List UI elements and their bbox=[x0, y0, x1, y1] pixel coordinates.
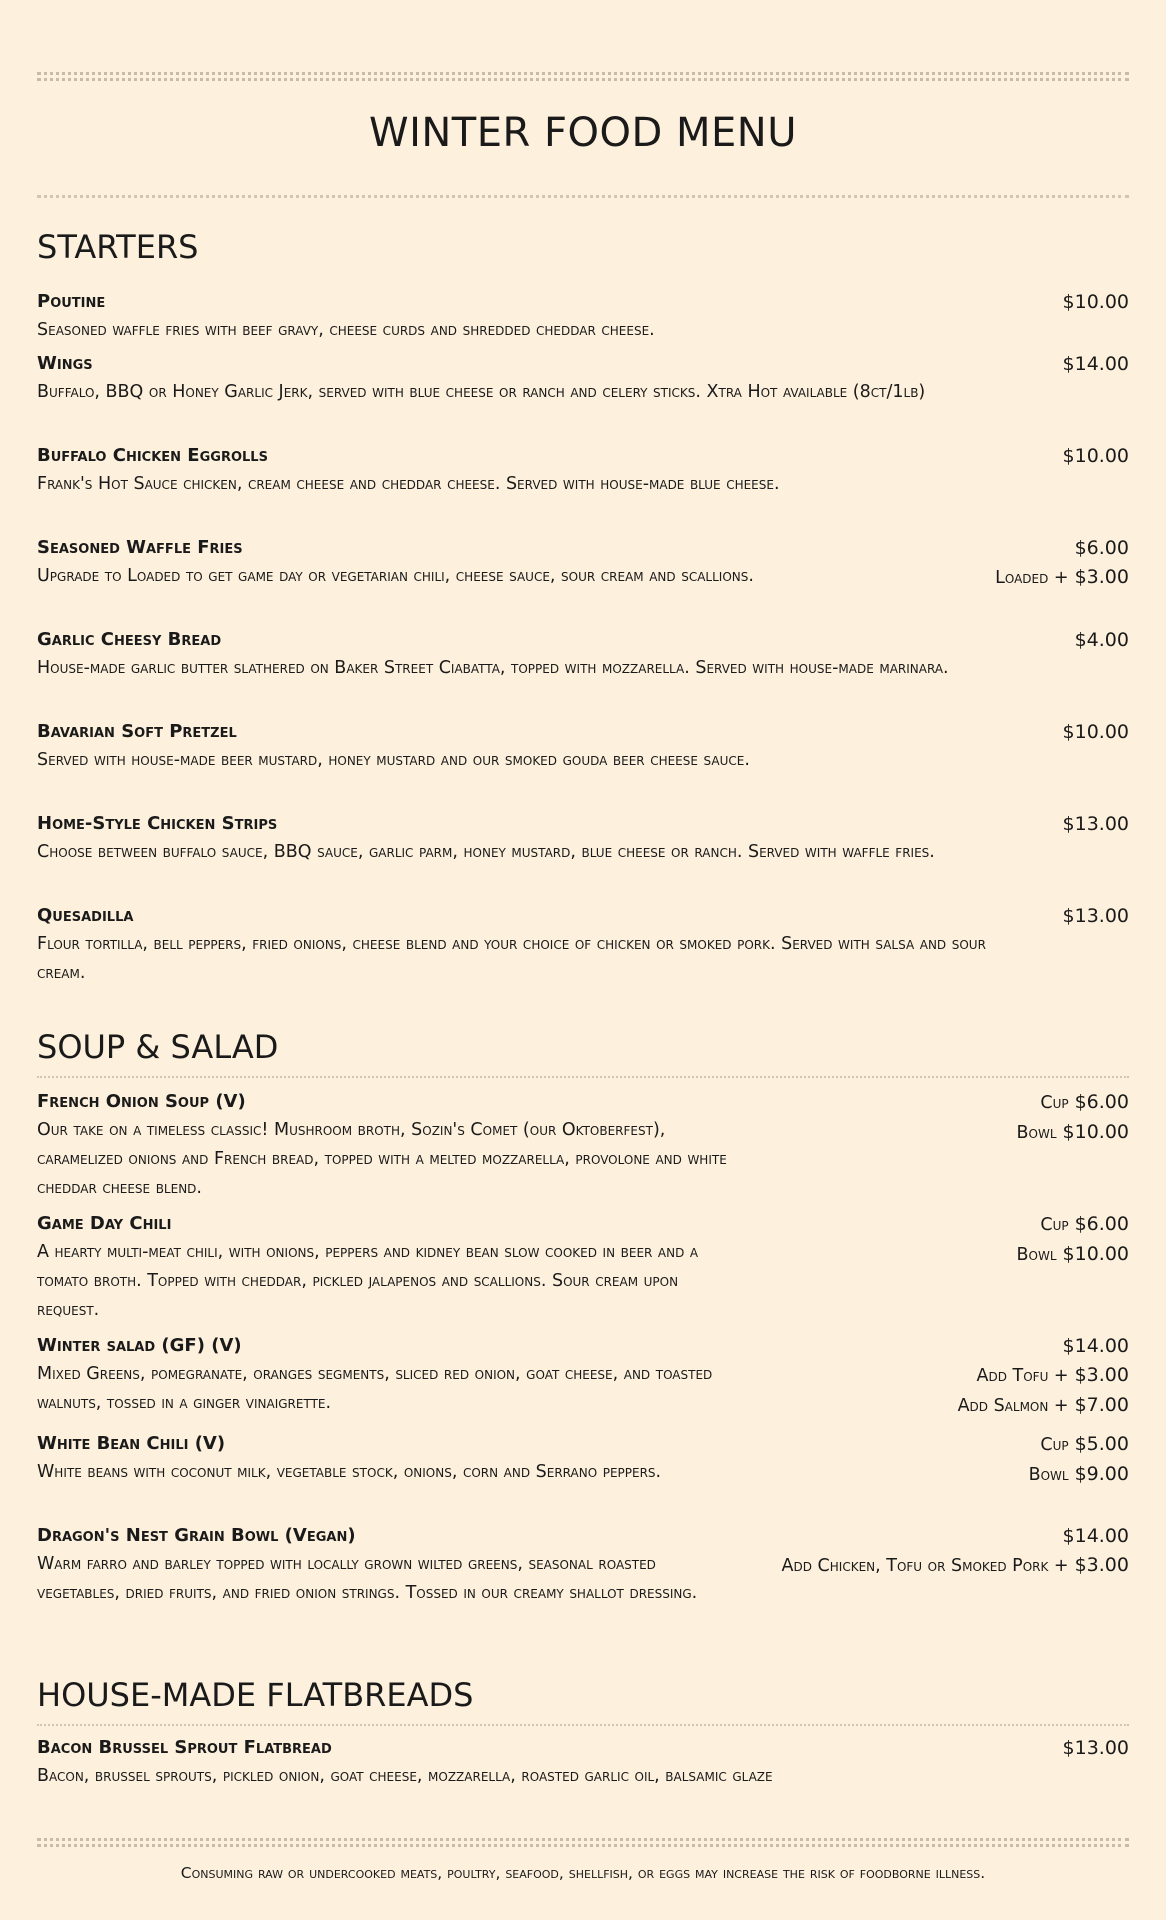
item-description: A hearty multi-meat chili, with onions, peppers and kidney bean slow cooked in beer and a tomato broth. Topped with cheddar, pickled jalapenos and scallions. Sour cream upon request. bbox=[37, 1242, 699, 1320]
menu-item bbox=[37, 288, 1129, 350]
item-name: Wings bbox=[37, 353, 93, 374]
item-price: $14.00 bbox=[1062, 1335, 1129, 1357]
item-prices bbox=[1017, 1088, 1130, 1148]
item-description: Mixed Greens, pomegranate, oranges segments, sliced red onion, goat cheese, and toasted walnuts, tossed in a ginger vinaigrette. bbox=[37, 1364, 713, 1413]
item-description: Choose between buffalo sauce, BBQ sauce, garlic parm, honey mustard, blue cheese or ranch. Served with waffle fries. bbox=[37, 842, 935, 862]
item-name: Dragon's Nest Grain Bowl (Vegan) bbox=[37, 1525, 356, 1546]
menu-item bbox=[37, 350, 1129, 442]
item-price: $10.00 bbox=[1062, 445, 1129, 467]
section-divider bbox=[37, 1076, 1129, 1078]
item-price: $10.00 bbox=[1062, 1243, 1129, 1265]
menu-item bbox=[37, 534, 1129, 626]
item-description: White beans with coconut milk, vegetable stock, onions, corn and Serrano peppers. bbox=[37, 1462, 662, 1482]
section-soup-salad bbox=[37, 1028, 1129, 1066]
item-price: $6.00 bbox=[1074, 1091, 1129, 1113]
item-name: Home-Style Chicken Strips bbox=[37, 813, 278, 834]
price-label: Cup bbox=[1040, 1093, 1069, 1113]
item-prices bbox=[958, 1332, 1129, 1421]
item-description: House-made garlic butter slathered on Baker Street Ciabatta, topped with mozzarella. Served with house-made marinara. bbox=[37, 658, 949, 678]
section-title: STARTERS bbox=[37, 228, 199, 266]
item-price: $13.00 bbox=[1062, 1737, 1129, 1759]
price-label: Bowl bbox=[1016, 1245, 1057, 1265]
price-label: Bowl bbox=[1028, 1465, 1069, 1485]
section-flatbreads bbox=[37, 1676, 1129, 1714]
section-title: SOUP & SALAD bbox=[37, 1028, 279, 1066]
item-price: $14.00 bbox=[1062, 1525, 1129, 1547]
item-price: $3.00 bbox=[1074, 1364, 1129, 1386]
item-prices bbox=[1063, 718, 1129, 747]
item-price: $7.00 bbox=[1074, 1394, 1129, 1416]
item-name: White Bean Chili (V) bbox=[37, 1433, 226, 1454]
price-label: Loaded + bbox=[995, 568, 1069, 588]
item-price: $10.00 bbox=[1062, 721, 1129, 743]
item-prices bbox=[995, 534, 1129, 593]
item-prices bbox=[1063, 350, 1129, 379]
item-price: $6.00 bbox=[1074, 537, 1129, 559]
item-name: Game Day Chili bbox=[37, 1213, 172, 1234]
item-prices bbox=[1075, 626, 1129, 655]
food-safety-notice: Consuming raw or undercooked meats, poultry, seafood, shellfish, or eggs may increase the risk of foodborne illness. bbox=[180, 1864, 986, 1882]
price-label: Bowl bbox=[1016, 1123, 1057, 1143]
item-price: $6.00 bbox=[1074, 1213, 1129, 1235]
menu-item bbox=[37, 902, 1129, 994]
item-price: $4.00 bbox=[1074, 629, 1129, 651]
item-prices bbox=[782, 1522, 1129, 1581]
item-description: Buffalo, BBQ or Honey Garlic Jerk, served with blue cheese or ranch and celery sticks. Xtra Hot available (8ct/1lb) bbox=[37, 382, 926, 402]
flatbreads-list bbox=[37, 1734, 1129, 1796]
footer-divider bbox=[37, 1838, 1129, 1847]
item-description: Warm farro and barley topped with locally grown wilted greens, seasonal roasted vegetables, dried fruits, and fried onion strings. Tossed in our creamy shallot dressing. bbox=[37, 1554, 698, 1603]
item-price: $14.00 bbox=[1062, 353, 1129, 375]
item-description: Upgrade to Loaded to get game day or vegetarian chili, cheese sauce, sour cream and scallions. bbox=[37, 566, 754, 586]
menu-page bbox=[37, 0, 1129, 1920]
price-label: Add Salmon + bbox=[957, 1396, 1069, 1416]
item-name: Bacon Brussel Sprout Flatbread bbox=[37, 1737, 332, 1758]
menu-item bbox=[37, 626, 1129, 718]
menu-title: WINTER FOOD MENU bbox=[369, 110, 797, 156]
item-price: $9.00 bbox=[1074, 1463, 1129, 1485]
item-prices bbox=[1063, 902, 1129, 931]
price-label: Cup bbox=[1040, 1215, 1069, 1235]
top-divider bbox=[37, 72, 1129, 81]
price-label: Add Chicken, Tofu or Smoked Pork + bbox=[781, 1556, 1069, 1576]
menu-item bbox=[37, 718, 1129, 810]
item-name: Quesadilla bbox=[37, 905, 134, 926]
item-prices bbox=[1063, 288, 1129, 317]
soup-salad-list bbox=[37, 1088, 1129, 1644]
title-divider bbox=[37, 195, 1129, 198]
menu-item bbox=[37, 810, 1129, 902]
section-starters bbox=[37, 228, 1129, 266]
item-price: $13.00 bbox=[1062, 813, 1129, 835]
item-prices bbox=[1063, 1734, 1129, 1763]
item-price: $3.00 bbox=[1074, 1554, 1129, 1576]
item-prices bbox=[1017, 1210, 1130, 1270]
section-title: HOUSE-MADE FLATBREADS bbox=[37, 1676, 474, 1714]
item-name: Garlic Cheesy Bread bbox=[37, 629, 222, 650]
menu-item bbox=[37, 442, 1129, 534]
price-label: Cup bbox=[1040, 1435, 1069, 1455]
menu-item bbox=[37, 1522, 1129, 1644]
item-price: $5.00 bbox=[1074, 1433, 1129, 1455]
menu-item bbox=[37, 1332, 1129, 1430]
item-price: $10.00 bbox=[1062, 1121, 1129, 1143]
item-prices bbox=[1029, 1430, 1129, 1490]
starters-list bbox=[37, 288, 1129, 994]
item-price: $3.00 bbox=[1074, 566, 1129, 588]
menu-item bbox=[37, 1734, 1129, 1796]
item-name: French Onion Soup (V) bbox=[37, 1091, 246, 1112]
item-description: Flour tortilla, bell peppers, fried onions, cheese blend and your choice of chicken or smoked pork. Served with salsa and sour cream. bbox=[37, 934, 986, 983]
section-divider bbox=[37, 1724, 1129, 1726]
item-description: Frank's Hot Sauce chicken, cream cheese and cheddar cheese. Served with house-made blue cheese. bbox=[37, 474, 780, 494]
item-name: Buffalo Chicken Eggrolls bbox=[37, 445, 268, 466]
menu-item bbox=[37, 1210, 1129, 1332]
item-price: $13.00 bbox=[1062, 905, 1129, 927]
item-description: Served with house-made beer mustard, honey mustard and our smoked gouda beer cheese sauce. bbox=[37, 750, 750, 770]
item-name: Seasoned Waffle Fries bbox=[37, 537, 243, 558]
item-description: Bacon, brussel sprouts, pickled onion, goat cheese, mozzarella, roasted garlic oil, balsamic glaze bbox=[37, 1766, 773, 1786]
item-prices bbox=[1063, 810, 1129, 839]
item-price: $10.00 bbox=[1062, 291, 1129, 313]
item-name: Bavarian Soft Pretzel bbox=[37, 721, 237, 742]
item-prices bbox=[1063, 442, 1129, 471]
price-label: Add Tofu + bbox=[976, 1366, 1069, 1386]
menu-item bbox=[37, 1430, 1129, 1522]
item-description: Our take on a timeless classic! Mushroom broth, Sozin's Comet (our Oktoberfest), caramelized onions and French bread, topped with a melted mozzarella, provolone and white cheddar cheese blend. bbox=[37, 1120, 727, 1198]
item-name: Poutine bbox=[37, 291, 106, 312]
item-name: Winter salad (GF) (V) bbox=[37, 1335, 242, 1356]
item-description: Seasoned waffle fries with beef gravy, cheese curds and shredded cheddar cheese. bbox=[37, 320, 655, 340]
menu-item bbox=[37, 1088, 1129, 1210]
